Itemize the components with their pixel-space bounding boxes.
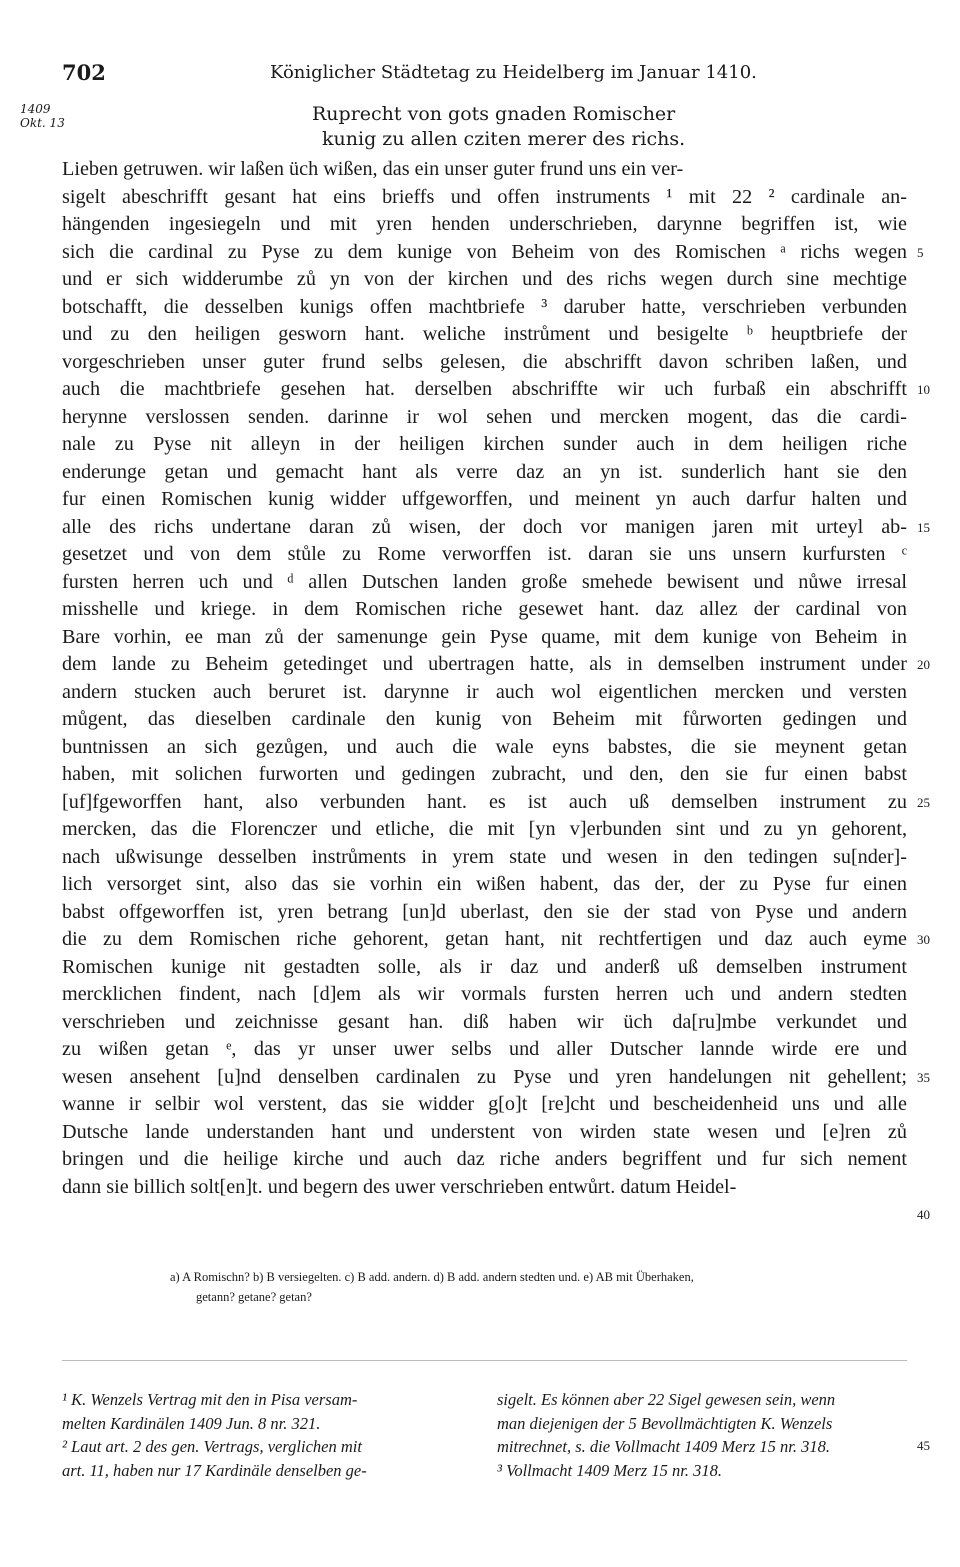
line-number: 35 xyxy=(917,1069,930,1085)
footnote-line: man diejenigen der 5 Bevollmächtigten K. Wenzels xyxy=(497,1413,833,1433)
footnote-line: art. 11, haben nur 17 Kardinäle denselben ge- xyxy=(62,1460,367,1480)
text-line: fursten herren uch und ᵈ allen Dutschen landen großе smehede bewisent und nůwe irresal xyxy=(62,570,907,593)
page-header xyxy=(62,60,782,90)
text-line: wesen ansehent [u]nd denselben cardinalen zu Pyse und yren handelungen nit gehellent; xyxy=(62,1065,907,1088)
main-text xyxy=(62,156,907,1201)
text-line: hängenden ingesiegeln und mit yren henden underschrieben, darynne begriffen ist, wie xyxy=(62,213,907,235)
running-head: Königlicher Städtetag zu Heidelberg im Januar 1410. xyxy=(270,62,757,83)
text-line: und er sich widderumbe zů yn von der kirchen und des richs wegen durch sine mechtige xyxy=(62,268,907,290)
text-line: dem lande zu Beheim getedinget und ubertragen hatte, als in demselben instrument under xyxy=(62,653,907,675)
text-line: auch die machtbriefe gesehen hat. derselben abschriffte wir uch furbaß ein abschrifft xyxy=(62,378,907,400)
text-line: Dutsche lande understanden hant und understent von wirden state wesen und [e]ren zů xyxy=(62,1120,907,1143)
text-line: haben, mit solichen furworten und gedingen zubracht, und den, den sie fur einen babst xyxy=(62,763,907,785)
text-line: alle des richs undertane daran zů wisen, der doch vor manigen jaren mit urteyl ab- xyxy=(62,515,907,538)
line-number: 30 xyxy=(917,932,930,947)
apparatus-line: a) A Romischn? b) B versiegelten. c) B add. andern. d) B add. andern stedten und. e) AB mit Überhaken, xyxy=(170,1270,694,1284)
margin-date xyxy=(20,102,65,130)
footnote-line: mitrechnet, s. die Vollmacht 1409 Merz 15 nr. 318. xyxy=(497,1437,831,1456)
text-line: sich die cardinal zu Pyse zu dem kunige von Beheim von des Romischen ᵃ richs wegen xyxy=(62,240,907,263)
line-number: 5 xyxy=(917,244,924,260)
text-line: Bare vorhin, ee man zů der samenunge gein Pyse quame, mit dem kunige von Beheim in xyxy=(62,625,907,648)
footnote-line: melten Kardinälen 1409 Jun. 8 nr. 321. xyxy=(62,1413,321,1433)
text-line: gesetzet und von dem stůle zu Rome verworffen ist. daran sie uns unsern kurfursten ᶜ xyxy=(62,543,907,565)
text-line: bringen und die heilige kirche und auch daz riche anders begriffent und fur sich nement xyxy=(62,1148,907,1170)
line-number: 15 xyxy=(917,519,930,535)
footnote-line-number: 45 xyxy=(917,1438,930,1453)
footnotes-left-column xyxy=(62,1388,472,1482)
text-line: fur einen Romischen kunig widder uffgeworffen, und meinent yn auch darfur halten und xyxy=(62,488,907,510)
line-number: 40 xyxy=(917,1207,930,1222)
text-line: [uf]fgeworffen hant, also verbunden hant. es ist auch uß demselben instrument zu xyxy=(62,790,907,813)
text-line: die zu dem Romischen riche gehorent, getan hant, nit rechtfertigen und daz auch eyme xyxy=(62,928,907,950)
footnote-line: ¹ K. Wenzels Vertrag mit den in Pisa versam- xyxy=(62,1390,358,1409)
text-line: mercken, das die Florenczer und etliche, die mit [yn v]erbunden sint und zu yn gehorent, xyxy=(62,818,907,840)
apparatus-line: getann? getane? getan? xyxy=(196,1290,312,1304)
text-line: misshelle und kriege. in dem Romischen riche gesewet hant. daz allez der cardinal von xyxy=(62,598,907,620)
text-line: lich versorget sint, also das sie vorhin ein wißen habent, das der, der zu Pyse fur einen xyxy=(62,873,907,895)
text-line: enderunge getan und gemacht hant als verre daz an yn ist. sunderlich hant sie den xyxy=(62,460,907,483)
line-number: 25 xyxy=(917,794,930,810)
text-line: buntnissen an sich gezůgen, und auch die wale eyns babstes, die sie meynent getan xyxy=(62,735,907,758)
text-line: zu wißen getan ᵉ, das yr unser uwer selbs und aller Dutscher lannde wirde ere und xyxy=(62,1038,907,1060)
footnote-line: ³ Vollmacht 1409 Merz 15 nr. 318. xyxy=(497,1460,722,1480)
text-line: vorgeschrieben unser guter frund selbs gelesen, die abschrifft davon schriben laßen, und xyxy=(62,350,907,373)
text-line: nach ußwisunge desselben instrůments in yrem state und wesen in den tedingen su[nder]- xyxy=(62,845,907,868)
page-number: 702 xyxy=(62,60,106,85)
footnotes-right-column xyxy=(497,1388,907,1482)
salutation-block xyxy=(312,102,732,152)
margin-date-year: 1409 xyxy=(20,102,51,116)
text-line: herynne verslossen senden. darinne ir wol sehen und mercken mogent, das die cardi- xyxy=(62,405,907,428)
footnote-line: ² Laut art. 2 des gen. Vertrags, verglichen mit xyxy=(62,1437,362,1456)
text-line: verschrieben und zeichnisse gesant han. diß haben wir üch da[ru]mbe verkundet und xyxy=(62,1010,907,1033)
text-line: sigelt abeschrifft gesant hat eins brieffs und offen instruments ¹ mit 22 ² cardinale an- xyxy=(62,185,907,208)
line-number: 10 xyxy=(917,382,930,397)
salutation-line-2: kunig zu allen cziten merer des richs. xyxy=(322,128,686,150)
footnote-line: sigelt. Es können aber 22 Sigel gewesen sein, wenn xyxy=(497,1390,836,1409)
text-line: babst offgeworffen ist, yren betrang [un]d uberlast, den sie der stad von Pyse und andern xyxy=(62,900,907,923)
text-line: botschafft, die desselben kunigs offen machtbriefe ³ daruber hatte, verschrieben verbunden xyxy=(62,295,907,318)
text-line: dann sie billich solt[en]t. und begern des uwer verschrieben entwůrt. datum Heidel- xyxy=(62,1175,737,1198)
text-line: und zu den heiligen gesworn hant. weliche instrůment und besigelte ᵇ heuptbriefe der xyxy=(62,323,907,345)
line-number: 20 xyxy=(917,657,930,672)
text-line: wanne ir selbir wol verstent, das sie widder g[o]t [re]cht und bescheidenheid uns und alle xyxy=(62,1093,907,1115)
text-line: Lieben getruwen. wir laßen üch wißen, das ein unser guter frund uns ein ver- xyxy=(62,158,684,180)
salutation-line-1: Ruprecht von gots gnaden Romischer xyxy=(312,103,676,125)
text-line: nale zu Pyse nit alleyn in der heiligen kirchen sunder auch in dem heiligen riche xyxy=(62,433,907,455)
margin-date-day: Okt. 13 xyxy=(20,116,65,130)
text-line: mercklichen findent, nach [d]em als wir vormals fursten herren uch und andern stedten xyxy=(62,983,907,1005)
text-line: andern stucken auch beruret ist. darynne ir auch wol eigentlichen mercken und versten xyxy=(62,680,907,703)
footnote-divider xyxy=(62,1360,907,1361)
critical-apparatus xyxy=(170,1267,910,1307)
text-line: můgent, das dieselben cardinale den kunig von Beheim mit fůrworten gedingen und xyxy=(62,708,907,730)
text-line: Romischen kunige nit gestadten solle, als ir daz und anderß uß demselben instrument xyxy=(62,955,907,978)
